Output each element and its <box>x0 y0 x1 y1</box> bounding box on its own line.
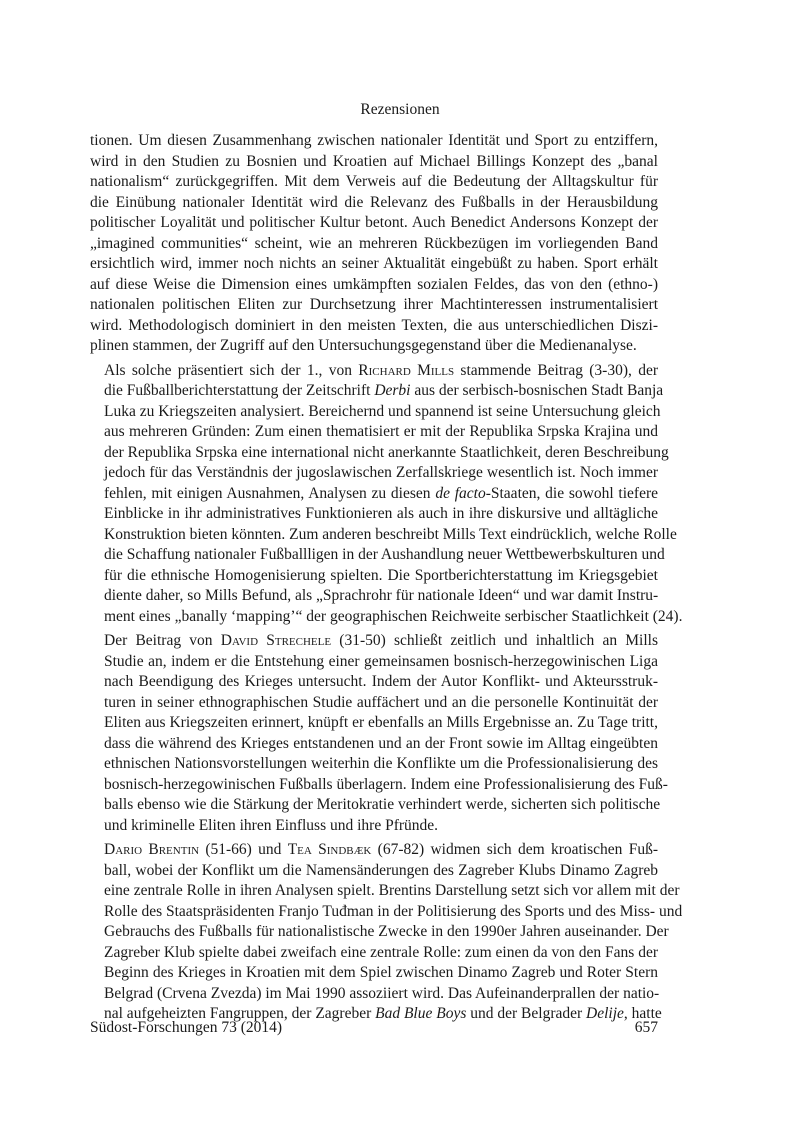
text-line: Einblicke in ihr administratives Funktionieren als auch in ihre diskursive und alltägliche <box>104 505 658 522</box>
text-line: jedoch für das Verständnis der jugoslawischen Zerfallskriege wesentlich ist. Noch immer <box>104 464 658 481</box>
text-line: Zagreber Klub spielte dabei zweifach eine zentrale Rolle: zum einen da von den Fans der <box>104 943 658 961</box>
text-line: Luka zu Kriegszeiten analysiert. Bereichernd und spannend ist seine Untersuchung gleich <box>104 402 661 420</box>
text-line: Rolle des Staatspräsidenten Franjo Tuđman in der Politisierung des Sports und des Miss- und <box>104 902 683 920</box>
paragraph-3 <box>90 631 668 836</box>
text-line: Studie an, indem er die Entstehung einer gemeinsamen bosnisch-herzegowinischen Liga <box>104 652 658 670</box>
text-line: turen in seiner ethnographischen Studie auffächert und an die personelle Kontinuität der <box>104 693 658 711</box>
text-line: für die ethnische Homogenisierung spielten. Die Sportberichterstattung im Kriegsgebiet <box>104 566 658 584</box>
journal-citation: Südost-Forschungen 73 (2014) <box>90 1019 283 1036</box>
text-line: eine zentrale Rolle in ihren Analysen spielt. Brentins Darstellung setzt sich vor allem mit der <box>104 882 680 899</box>
text-line: Der Beitrag von David Strechele (31-50) schließt zeitlich und inhaltlich an Mills <box>104 632 659 649</box>
text-line: ball, wobei der Konflikt um die Namensänderungen des Zagreber Klubs Dinamo Zagreb <box>104 861 658 879</box>
text-line: balls ebenso wie die Stärkung der Meritokratie verhindert werde, sicherten sich politische <box>104 796 661 813</box>
text-line: nationalism“ zurückgegriffen. Mit dem Verweis auf die Bedeutung der Alltagskultur für <box>90 173 658 190</box>
paragraph-2 <box>90 361 683 628</box>
text-line: und kriminelle Eliten ihren Einfluss und ihre Pfründe. <box>104 816 439 834</box>
text-line: auf diese Weise die Dimension eines umkämpften sozialen Feldes, das von den (ethno-) <box>90 275 658 293</box>
text-line: diente daher, so Mills Befund, als „Sprachrohr für nationale Ideen“ und war damit Instru- <box>104 587 659 604</box>
text-line: tionen. Um diesen Zusammenhang zwischen nationaler Identität und Sport zu entziffern, <box>90 132 658 149</box>
text-line: wird in den Studien zu Bosnien und Kroatien auf Michael Billings Konzept des „banal <box>90 152 658 170</box>
text-line: bosnisch-herzegowinischen Fußballs überlagern. Indem eine Professionalisierung des Fuß- <box>104 775 668 793</box>
text-line: fehlen, mit einigen Ausnahmen, Analysen zu diesen de facto-Staaten, die sowohl tiefere <box>104 484 659 502</box>
text-line: nach Beendigung des Krieges untersucht. Indem der Autor Konflikt- und Akteursstruk- <box>104 673 658 690</box>
paragraph-1 <box>90 131 658 357</box>
text-line: Als solche präsentiert sich der 1., von Richard Mills stammende Beitrag (3-30), der <box>104 361 658 379</box>
text-line: nal aufgeheizten Fangruppen, der Zagreber Bad Blue Boys und der Belgrader Delije, hatte <box>104 1005 662 1022</box>
text-line: nationalen politischen Eliten zur Durchsetzung ihrer Machtinteressen instrumentalisiert <box>90 296 658 313</box>
text-line: ment eines „banally ‘mapping’“ der geographischen Reichweite serbischer Staatlichkeit (24). <box>104 607 683 625</box>
text-line: Konstruktion bieten könnten. Zum anderen beschreibt Mills Text eindrücklich, welche Rolle <box>104 525 677 543</box>
text-line: aus mehreren Gründen: Zum einen thematisiert er mit der Republika Srpska Krajina und <box>104 423 658 440</box>
text-line: plinen stammen, der Zugriff auf den Untersuchungsgegenstand über die Medienanalyse. <box>90 337 637 354</box>
text-line: Dario Brentin (51-66) und Tea Sindbæk (67-82) widmen sich dem kroatischen Fuß- <box>104 841 658 858</box>
text-line: „imagined communities“ scheint, wie an mehreren Rückbezügen im vorliegenden Band <box>90 234 658 252</box>
body-text <box>90 131 683 1025</box>
text-line: der Republika Srpska eine international nicht anerkannte Staatlichkeit, deren Beschreibung <box>104 443 669 461</box>
page-number: 657 <box>634 1019 658 1036</box>
paragraph-4 <box>90 840 683 1025</box>
text-line: politischer Loyalität und politischer Kultur betont. Auch Benedict Andersons Konzept der <box>90 214 658 231</box>
page-footer <box>90 1019 658 1037</box>
text-line: die Fußballberichterstattung der Zeitschrift Derbi aus der serbisch-bosnischen Stadt Banja <box>104 382 664 399</box>
text-line: wird. Methodologisch dominiert in den meisten Texten, die aus unterschiedlichen Diszi- <box>90 316 658 334</box>
text-line: dass die während des Krieges entstandenen und an der Front sowie im Alltag eingeübten <box>104 734 658 752</box>
text-line: Gebrauchs des Fußballs für nationalistische Zwecke in den 1990er Jahren auseinander. Der <box>104 923 669 940</box>
text-line: Beginn des Krieges in Kroatien mit dem Spiel zwischen Dinamo Zagreb und Roter Stern <box>104 964 658 981</box>
text-line: Eliten aus Kriegszeiten erinnert, knüpft er ebenfalls an Mills Ergebnisse an. Zu Tage tritt, <box>104 714 658 731</box>
text-line: ersichtlich wird, immer noch nichts an seiner Aktualität eingebüßt zu haben. Sport erhält <box>90 255 658 272</box>
text-line: Belgrad (Crvena Zvezda) im Mai 1990 assoziiert wird. Das Aufeinanderprallen der natio- <box>104 984 660 1002</box>
text-line: die Einübung nationaler Identität wird die Relevanz des Fußballs in der Herausbildung <box>90 193 658 211</box>
running-head: Rezensionen <box>360 101 440 118</box>
text-line: die Schaffung nationaler Fußballligen in der Aushandlung neuer Wettbewerbskulturen und <box>104 546 665 563</box>
text-line: ethnischen Nationsvorstellungen weiterhin die Konflikte um die Professionalisierung des <box>104 755 658 772</box>
